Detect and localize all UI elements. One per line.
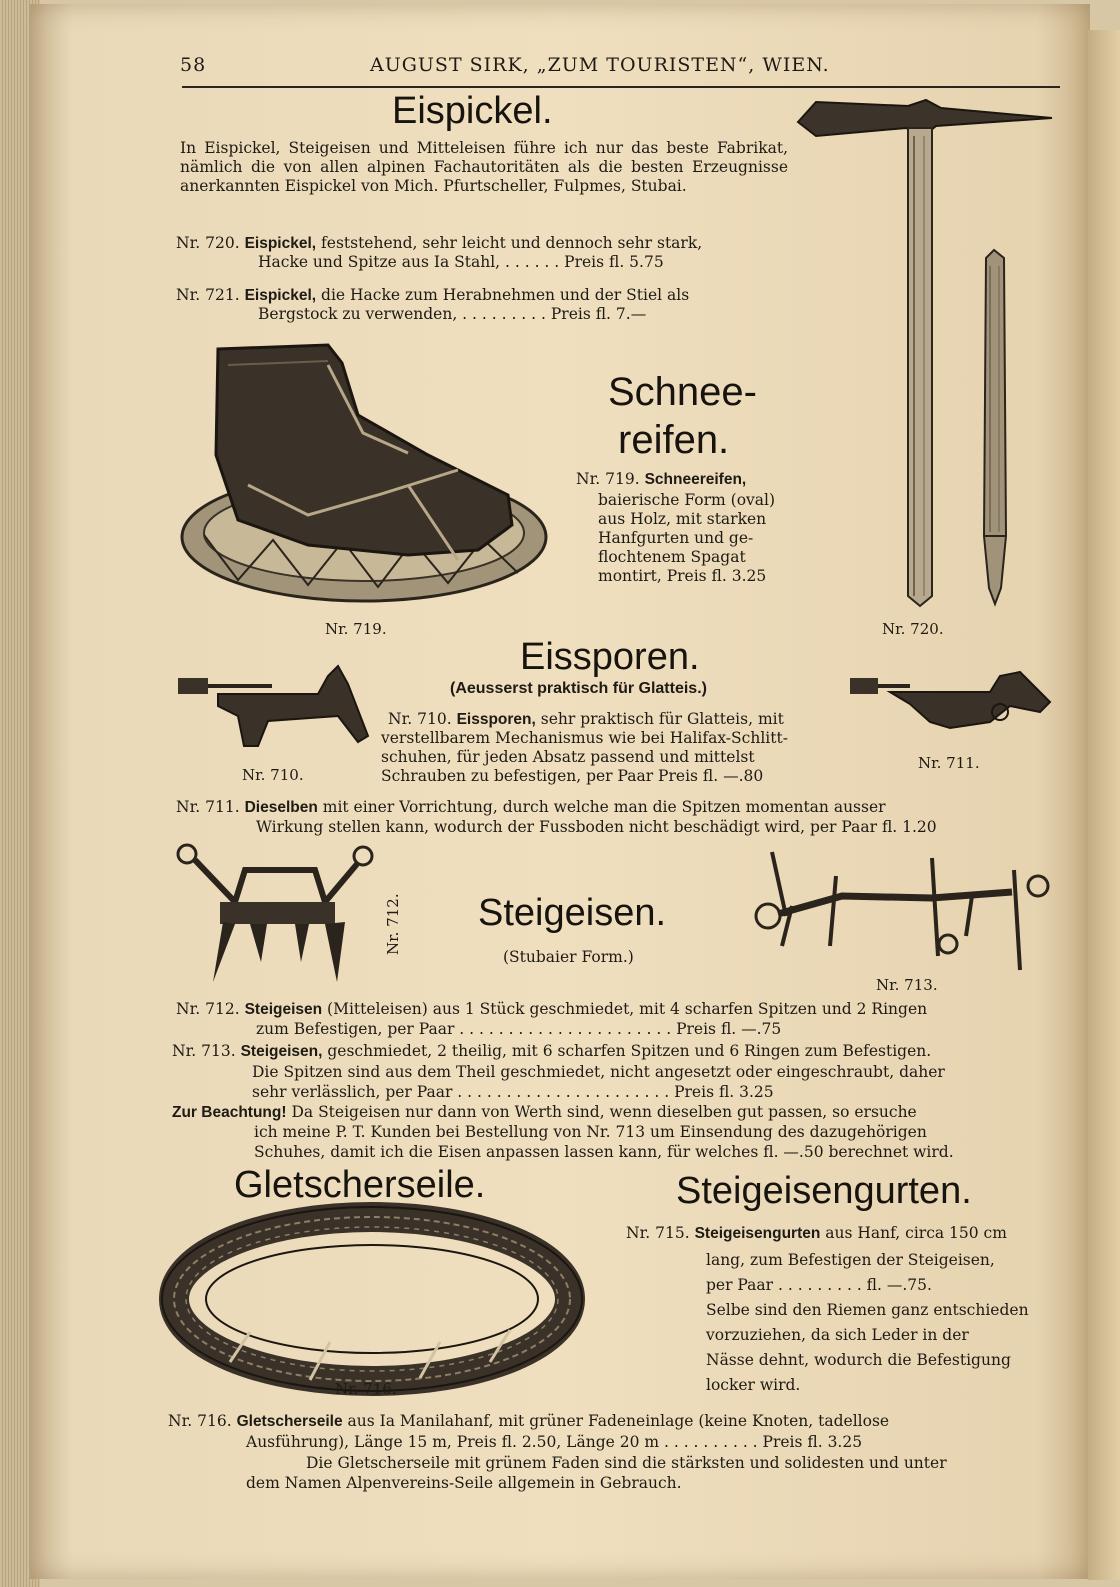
- glacier-rope-illustration: [170, 1212, 574, 1386]
- crampon-713-illustration: [752, 846, 1054, 972]
- item-721-price-line: Bergstock zu verwenden, . . . . . . . . . Preis fl. 7.—: [258, 305, 647, 323]
- desc-line: lang, zum Befestigen der Steigeisen,: [706, 1251, 995, 1269]
- item-716-line4: dem Namen Alpenvereins-Seile allgemein in Gebrauch.: [246, 1474, 682, 1492]
- desc-line: verstellbarem Mechanismus wie bei Halifax-Schlitt-: [381, 729, 788, 747]
- item-desc: mit einer Vorrichtung, durch welche man die Spitzen momentan ausser: [322, 798, 886, 816]
- item-name: Schneereifen,: [644, 471, 747, 488]
- crampon-712-illustration: [175, 842, 375, 992]
- desc-line: aus Hanf, circa 150 cm: [825, 1224, 1007, 1242]
- item-name: Gletscherseile: [236, 1413, 343, 1430]
- caption-720: Nr. 720.: [882, 620, 944, 638]
- note-text: Da Steigeisen nur dann von Werth sind, wenn dieselben gut passen, so ersuche: [291, 1103, 917, 1121]
- desc-line: vorzuziehen, da sich Leder in der: [706, 1326, 969, 1344]
- snowshoe-illustration: [178, 345, 550, 615]
- desc-line: Selbe sind den Riemen ganz entschieden: [706, 1301, 1029, 1319]
- item-number: Nr. 720.: [176, 234, 240, 252]
- caption-716: Nr. 716.: [335, 1380, 397, 1398]
- desc-line: per Paar . . . . . . . . . fl. —.75.: [706, 1276, 932, 1294]
- item-number: Nr. 713.: [172, 1042, 236, 1060]
- desc-line: aus Holz, mit starken: [598, 510, 767, 528]
- ice-axe-illustration: [796, 96, 1066, 616]
- running-title: AUGUST SIRK, „ZUM TOURISTEN“, WIEN.: [370, 54, 830, 76]
- item-number: Nr. 712.: [176, 1000, 240, 1018]
- item-720-price-line: Hacke und Spitze aus Ia Stahl, . . . . . . Preis fl. 5.75: [258, 253, 664, 271]
- note-line3: Schuhes, damit ich die Eisen anpassen lassen kann, für welches fl. —.50 berechnet wird.: [254, 1143, 954, 1161]
- gletscherseile-title: Gletscherseile.: [234, 1164, 486, 1206]
- eissporen-subtitle: (Aeusserst praktisch für Glatteis.): [450, 680, 707, 697]
- item-name: Steigeisengurten: [694, 1225, 821, 1242]
- steigeisen-subtitle: (Stubaier Form.): [503, 948, 634, 966]
- desc-line: locker wird.: [706, 1376, 801, 1394]
- desc-line: flochtenem Spagat: [598, 548, 746, 566]
- item-713-line2: Die Spitzen sind aus dem Theil geschmiedet, nicht angesetzt oder eingeschraubt, daher: [252, 1063, 945, 1081]
- item-name: Steigeisen,: [240, 1043, 323, 1060]
- item-715: [626, 1224, 1052, 1243]
- item-721: [176, 286, 788, 305]
- note-beachtung: [172, 1103, 1062, 1122]
- eissporen-title: Eissporen.: [520, 636, 700, 678]
- item-712: [176, 1000, 1066, 1019]
- item-716: [168, 1412, 1058, 1431]
- item-name: Steigeisen: [244, 1001, 323, 1018]
- item-713: [172, 1042, 1062, 1061]
- item-711: [176, 798, 1066, 817]
- item-710-desc: [381, 729, 851, 786]
- note-label: Zur Beachtung!: [172, 1104, 287, 1121]
- item-name: Eispickel,: [244, 235, 317, 252]
- item-716-line3: Die Gletscherseile mit grünem Faden sind die stärksten und solidesten und unter: [306, 1454, 947, 1472]
- item-number: Nr. 719.: [576, 470, 640, 488]
- caption-710: Nr. 710.: [242, 766, 304, 784]
- item-number: Nr. 710.: [388, 710, 452, 728]
- desc-line: Nässe dehnt, wodurch die Befestigung: [706, 1351, 1011, 1369]
- item-number: Nr. 721.: [176, 286, 240, 304]
- caption-713: Nr. 713.: [876, 976, 938, 994]
- desc-line: Schrauben zu befestigen, per Paar Preis fl. —.80: [381, 767, 764, 785]
- schneereifen-title-line1: Schnee-: [608, 370, 757, 414]
- item-710: [388, 710, 844, 729]
- item-716-line2: Ausführung), Länge 15 m, Preis fl. 2.50, Länge 20 m . . . . . . . . . . Preis fl. 3.25: [246, 1433, 863, 1451]
- eispickel-title: Eispickel.: [392, 90, 553, 132]
- page-number: 58: [180, 54, 207, 76]
- desc-line: montirt, Preis fl. 3.25: [598, 567, 767, 585]
- note-line2: ich meine P. T. Kunden bei Bestellung von Nr. 713 um Einsendung des dazugehörigen: [254, 1123, 927, 1141]
- item-715-desc: [706, 1248, 1052, 1398]
- facing-page-edge: [1088, 30, 1120, 1580]
- item-desc: die Hacke zum Herabnehmen und der Stiel als: [321, 286, 690, 304]
- ice-spur-710-illustration: [178, 666, 373, 756]
- steigeisengurten-title: Steigeisengurten.: [676, 1170, 972, 1212]
- desc-line: baierische Form (oval): [598, 491, 776, 509]
- item-711-line2: Wirkung stellen kann, wodurch der Fussboden nicht beschädigt wird, per Paar fl. 1.20: [256, 818, 937, 836]
- ice-spur-711-illustration: [850, 672, 1055, 742]
- desc-line: schuhen, für jeden Absatz passend und mittelst: [381, 748, 755, 766]
- desc-line: Hanfgurten und ge-: [598, 529, 754, 547]
- item-number: Nr. 711.: [176, 798, 240, 816]
- eispickel-intro: In Eispickel, Steigeisen und Mitteleisen führe ich nur das beste Fabrikat, nämlich die von allen alpinen Fachautoritäten als die besten Erzeugnisse anerkannten Eispickel von Mich. Pfurtscheller, Fulpmes, Stubai.: [180, 139, 788, 195]
- item-desc: feststehend, sehr leicht und dennoch sehr stark,: [321, 234, 703, 252]
- item-name: Dieselben: [244, 799, 318, 816]
- item-719-desc: [598, 491, 792, 586]
- item-712-line2: zum Befestigen, per Paar . . . . . . . . . . . . . . . . . . . . . . Preis fl. —.75: [256, 1020, 782, 1038]
- caption-712: Nr. 712.: [384, 893, 402, 955]
- item-desc: (Mitteleisen) aus 1 Stück geschmiedet, mit 4 scharfen Spitzen und 2 Ringen: [327, 1000, 928, 1018]
- item-713-line3: sehr verlässlich, per Paar . . . . . . . . . . . . . . . . . . . . . . Preis fl. 3.25: [252, 1083, 774, 1101]
- desc-line: sehr praktisch für Glatteis, mit: [540, 710, 784, 728]
- item-desc: aus Ia Manilahanf, mit grüner Fadeneinlage (keine Knoten, tadellose: [347, 1412, 890, 1430]
- header-rule: [182, 86, 1060, 88]
- item-719: [576, 470, 790, 489]
- caption-719: Nr. 719.: [325, 620, 387, 638]
- steigeisen-title: Steigeisen.: [478, 892, 667, 934]
- item-name: Eispickel,: [244, 287, 317, 304]
- item-number: Nr. 716.: [168, 1412, 232, 1430]
- schneereifen-title-line2: reifen.: [618, 418, 730, 462]
- item-name: Eissporen,: [456, 711, 536, 728]
- caption-711: Nr. 711.: [918, 754, 980, 772]
- item-number: Nr. 715.: [626, 1224, 690, 1242]
- item-desc: geschmiedet, 2 theilig, mit 6 scharfen Spitzen und 6 Ringen zum Befestigen.: [327, 1042, 932, 1060]
- item-720: [176, 234, 788, 253]
